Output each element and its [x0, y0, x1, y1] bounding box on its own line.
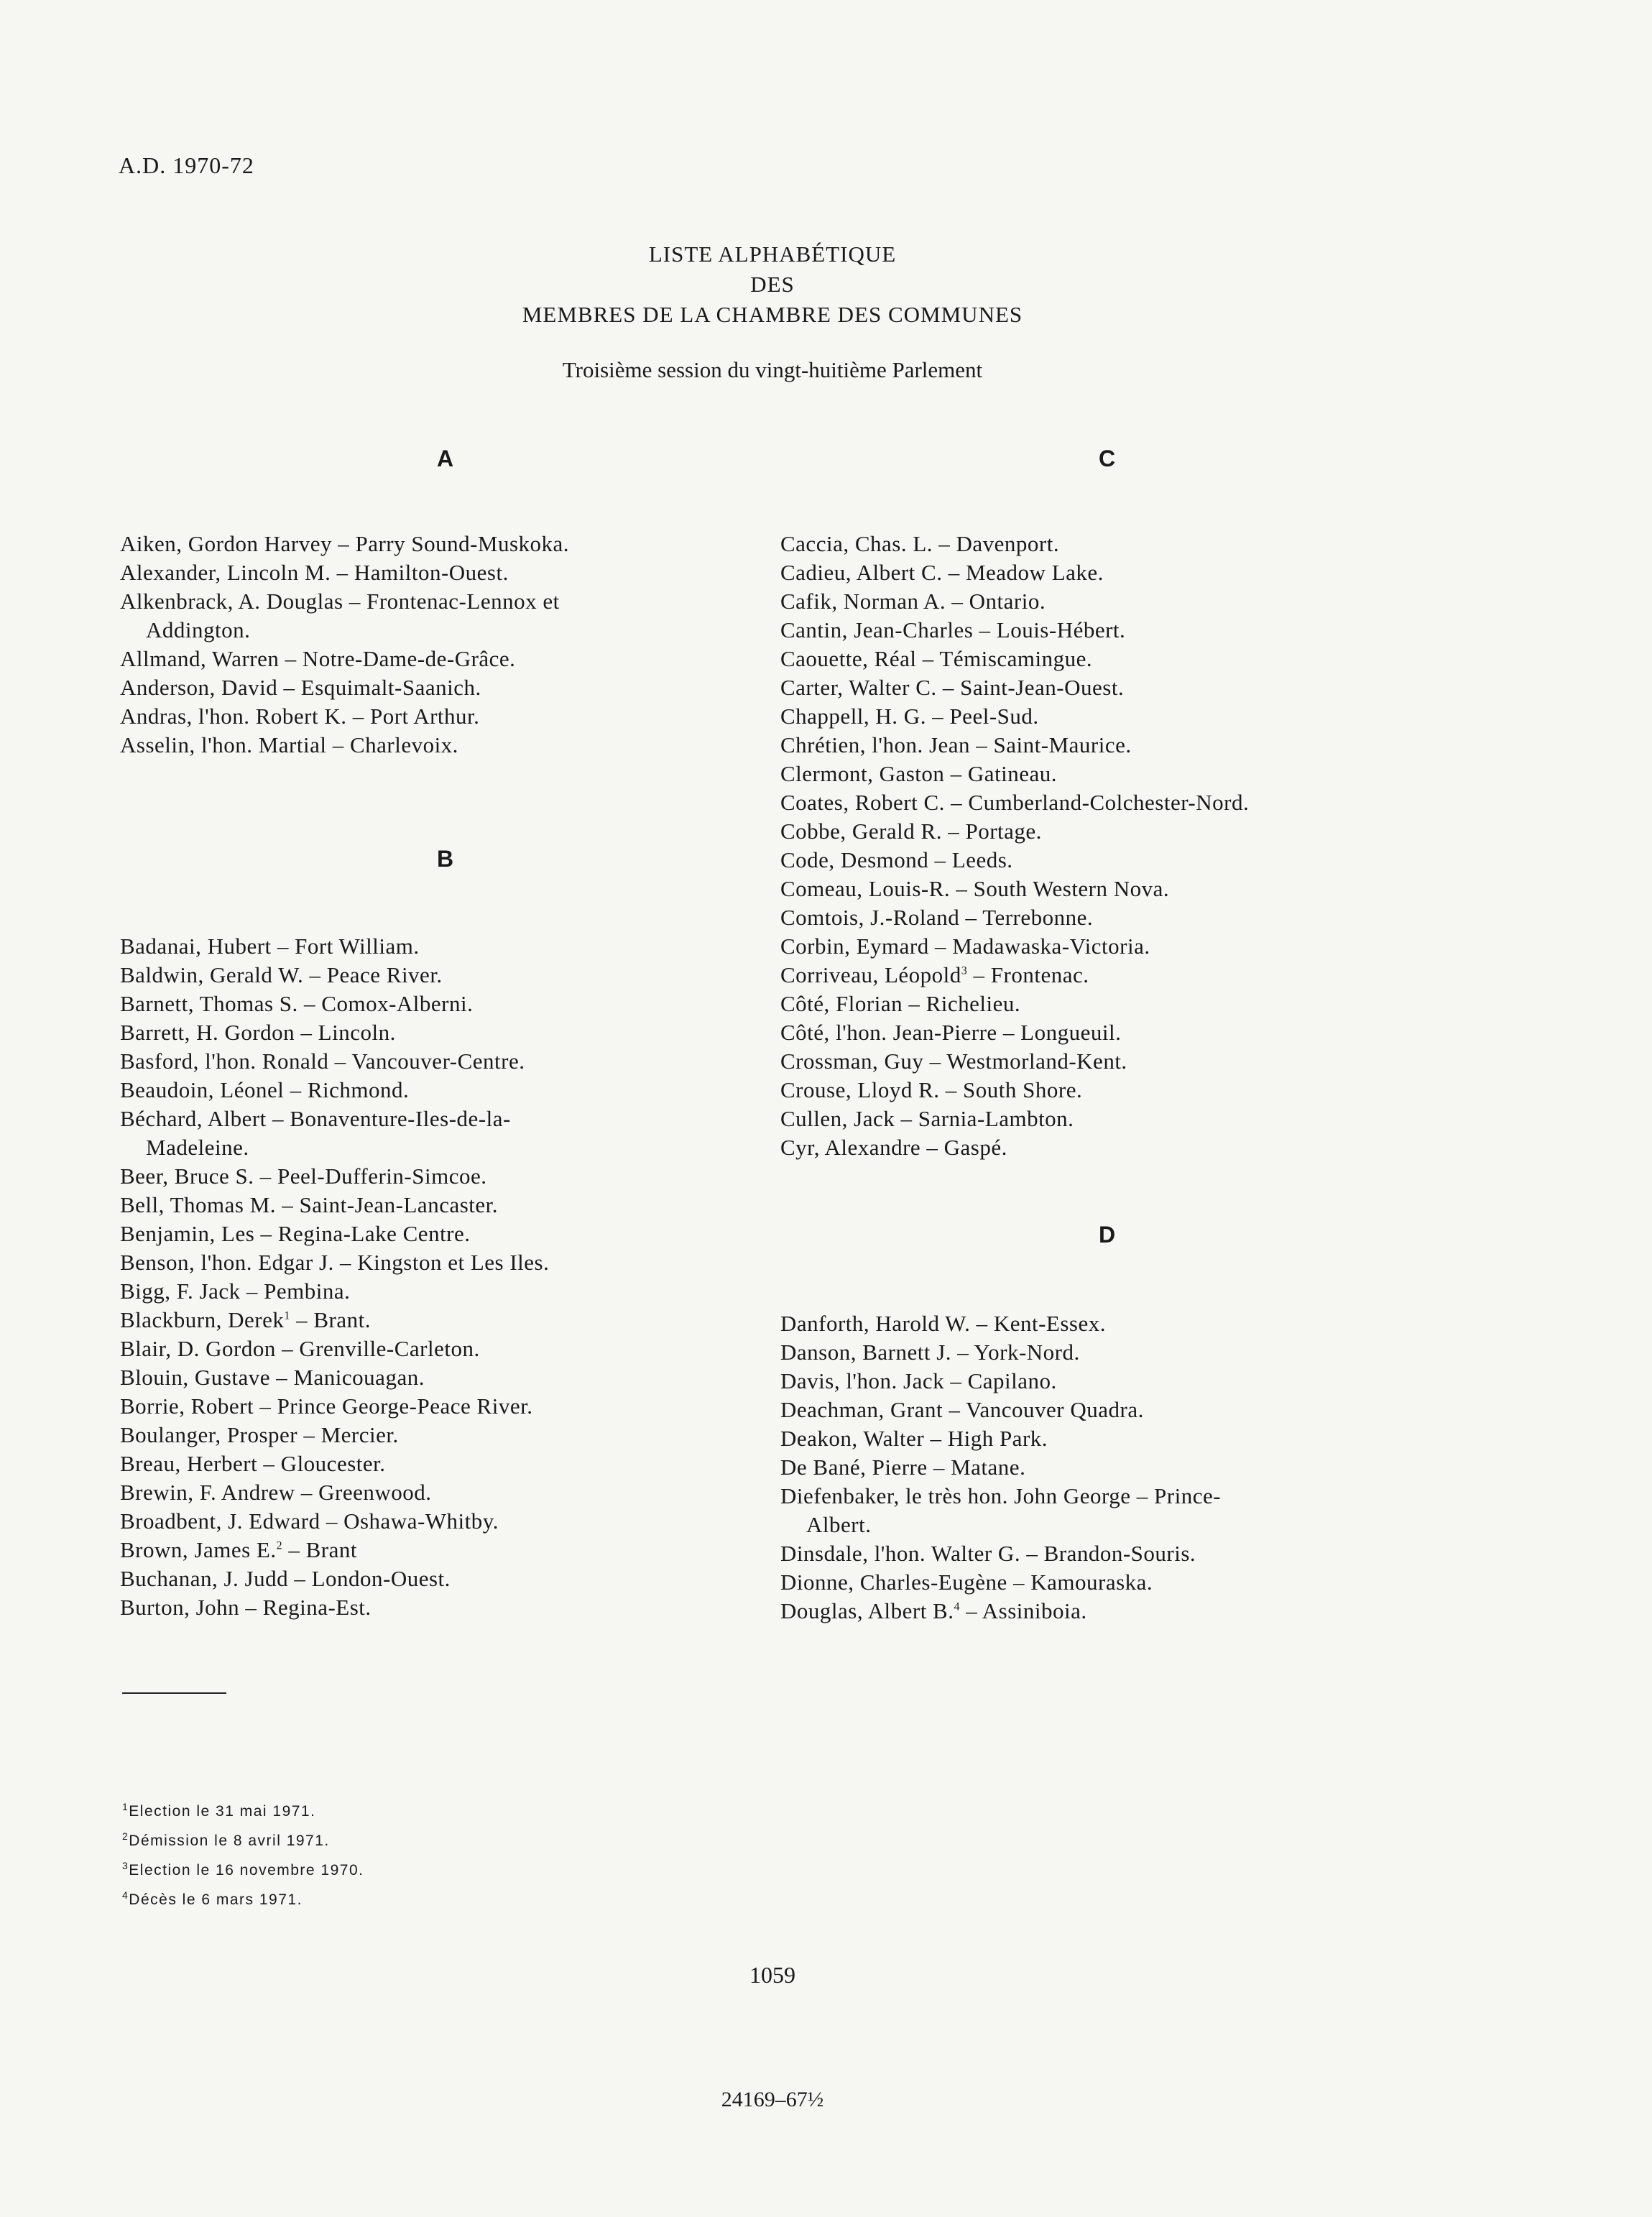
entry-text: Blackburn, Derek: [120, 1307, 285, 1332]
entry-continuation: Madeleine.: [146, 1135, 249, 1160]
list-item: Deakon, Walter – High Park.: [780, 1426, 1048, 1451]
list-item: Cadieu, Albert C. – Meadow Lake.: [780, 560, 1104, 585]
list-item: Caccia, Chas. L. – Davenport.: [780, 531, 1060, 556]
list-item: Boulanger, Prosper – Mercier.: [120, 1422, 399, 1447]
entry-text: Alkenbrack, A. Douglas – Frontenac-Lennox et: [120, 589, 560, 614]
list-item: Deachman, Grant – Vancouver Quadra.: [780, 1397, 1144, 1422]
footnote-marker: 1: [284, 1309, 290, 1322]
session-subtitle: Troisième session du vingt-huitième Parlement: [562, 357, 983, 382]
list-item: Cafik, Norman A. – Ontario.: [780, 589, 1046, 614]
list-item: Bell, Thomas M. – Saint-Jean-Lancaster.: [120, 1192, 499, 1217]
entry-riding: – Brant.: [290, 1307, 371, 1332]
list-item: Allmand, Warren – Notre-Dame-de-Grâce.: [120, 646, 516, 671]
footnote-marker: 4: [954, 1600, 960, 1613]
list-item: Anderson, David – Esquimalt-Saanich.: [120, 675, 481, 700]
list-item: Asselin, l'hon. Martial – Charlevoix.: [120, 732, 458, 757]
section-d-list: [780, 1309, 1221, 1626]
footnote-marker: 1: [122, 1801, 129, 1812]
list-item: Dinsdale, l'hon. Walter G. – Brandon-Souris.: [780, 1541, 1196, 1566]
title-block: [0, 239, 1545, 383]
list-item: Basford, l'hon. Ronald – Vancouver-Centre.: [120, 1048, 525, 1074]
page-number: 1059: [749, 1962, 795, 1988]
list-item: Cobbe, Gerald R. – Portage.: [780, 819, 1042, 844]
list-item: [780, 1597, 1221, 1626]
print-code: 24169–67½: [721, 2088, 824, 2111]
list-item: Dionne, Charles-Eugène – Kamouraska.: [780, 1570, 1153, 1595]
entry-riding: – Frontenac.: [967, 962, 1089, 987]
list-item: Comeau, Louis-R. – South Western Nova.: [780, 876, 1170, 901]
list-item: Beer, Bruce S. – Peel-Dufferin-Simcoe.: [120, 1163, 487, 1189]
footnote-marker: 2: [276, 1539, 283, 1552]
entry-text: Brown, James E.: [120, 1537, 277, 1562]
section-letter-c: C: [1099, 446, 1116, 471]
entry-text: Douglas, Albert B.: [780, 1598, 954, 1623]
list-item: De Bané, Pierre – Matane.: [780, 1455, 1026, 1480]
entry-text: Diefenbaker, le très hon. John George – Prince-: [780, 1483, 1222, 1508]
title-line: DES: [750, 272, 795, 297]
list-item: Coates, Robert C. – Cumberland-Colchester-Nord.: [780, 790, 1250, 815]
section-b-list: [120, 932, 549, 1622]
list-item: Broadbent, J. Edward – Oshawa-Whitby.: [120, 1508, 499, 1534]
footnote-marker: 3: [961, 964, 968, 977]
title-line: LISTE ALPHABÉTIQUE: [648, 241, 897, 267]
list-item: [120, 1306, 549, 1335]
list-item: Cyr, Alexandre – Gaspé.: [780, 1135, 1007, 1160]
list-item: Chappell, H. G. – Peel-Sud.: [780, 704, 1039, 729]
list-item: Cantin, Jean-Charles – Louis-Hébert.: [780, 617, 1126, 642]
list-item: Chrétien, l'hon. Jean – Saint-Maurice.: [780, 732, 1132, 757]
list-item: Comtois, J.-Roland – Terrebonne.: [780, 905, 1094, 930]
footnote: [122, 1856, 364, 1885]
list-item: Aiken, Gordon Harvey – Parry Sound-Muskoka.: [120, 531, 570, 556]
entry-riding: – Brant: [282, 1537, 357, 1562]
footnote-divider: [122, 1692, 226, 1694]
list-item: Crossman, Guy – Westmorland-Kent.: [780, 1048, 1127, 1074]
list-item: [780, 1482, 1221, 1539]
list-item: [780, 961, 1249, 990]
list-item: Barnett, Thomas S. – Comox-Alberni.: [120, 991, 474, 1016]
footnote: [122, 1797, 364, 1826]
entry-continuation: Addington.: [146, 617, 251, 642]
list-item: Danson, Barnett J. – York-Nord.: [780, 1340, 1080, 1365]
list-item: Buchanan, J. Judd – London-Ouest.: [120, 1566, 451, 1591]
list-item: Blouin, Gustave – Manicouagan.: [120, 1365, 425, 1390]
list-item: Crouse, Lloyd R. – South Shore.: [780, 1077, 1083, 1102]
list-item: Benjamin, Les – Regina-Lake Centre.: [120, 1221, 471, 1246]
footnote-text: Election le 16 novembre 1970.: [129, 1862, 364, 1879]
list-item: Blair, D. Gordon – Grenville-Carleton.: [120, 1336, 480, 1361]
list-item: Beaudoin, Léonel – Richmond.: [120, 1077, 410, 1102]
list-item: Côté, l'hon. Jean-Pierre – Longueuil.: [780, 1020, 1122, 1045]
list-item: Alexander, Lincoln M. – Hamilton-Ouest.: [120, 560, 509, 585]
list-item: [120, 587, 569, 645]
title-line: MEMBRES DE LA CHAMBRE DES COMMUNES: [522, 302, 1023, 327]
list-item: Danforth, Harold W. – Kent-Essex.: [780, 1311, 1106, 1336]
footnotes: [122, 1797, 364, 1914]
section-letter-d: D: [1099, 1222, 1116, 1248]
section-a-list: [120, 530, 569, 760]
list-item: Cullen, Jack – Sarnia-Lambton.: [780, 1106, 1074, 1131]
list-item: Caouette, Réal – Témiscamingue.: [780, 646, 1093, 671]
list-item: Baldwin, Gerald W. – Peace River.: [120, 962, 443, 987]
list-item: Brewin, F. Andrew – Greenwood.: [120, 1480, 432, 1505]
entry-text: Béchard, Albert – Bonaventure-Iles-de-la-: [120, 1106, 511, 1131]
entry-continuation: Albert.: [806, 1512, 872, 1537]
footnote-marker: 2: [122, 1830, 129, 1842]
footnote-marker: 4: [122, 1889, 129, 1901]
list-item: Andras, l'hon. Robert K. – Port Arthur.: [120, 704, 480, 729]
section-letter-a: A: [437, 446, 454, 471]
list-item: Burton, John – Regina-Est.: [120, 1595, 372, 1620]
section-c-list: [780, 530, 1249, 1162]
footnote-text: Décès le 6 mars 1971.: [129, 1891, 303, 1908]
footnote-text: Démission le 8 avril 1971.: [129, 1833, 330, 1849]
list-item: Code, Desmond – Leeds.: [780, 847, 1013, 872]
footnote: [122, 1885, 364, 1914]
list-item: Davis, l'hon. Jack – Capilano.: [780, 1368, 1057, 1393]
list-item: [120, 1105, 549, 1162]
list-item: Corbin, Eymard – Madawaska-Victoria.: [780, 934, 1150, 959]
list-item: Bigg, F. Jack – Pembina.: [120, 1278, 351, 1304]
list-item: Benson, l'hon. Edgar J. – Kingston et Les Iles.: [120, 1250, 550, 1275]
entry-text: Corriveau, Léopold: [780, 962, 961, 987]
entry-riding: – Assiniboia.: [960, 1598, 1087, 1623]
list-item: Borrie, Robert – Prince George-Peace River.: [120, 1393, 533, 1419]
section-letter-b: B: [437, 846, 454, 872]
running-header-year: A.D. 1970-72: [119, 152, 254, 178]
list-item: Badanai, Hubert – Fort William.: [120, 934, 420, 959]
list-item: Clermont, Gaston – Gatineau.: [780, 761, 1058, 786]
footnote: [122, 1826, 364, 1856]
list-item: Carter, Walter C. – Saint-Jean-Ouest.: [780, 675, 1125, 700]
list-item: Barrett, H. Gordon – Lincoln.: [120, 1020, 396, 1045]
footnote-text: Election le 31 mai 1971.: [129, 1803, 316, 1820]
list-item: Côté, Florian – Richelieu.: [780, 991, 1021, 1016]
list-item: Breau, Herbert – Gloucester.: [120, 1451, 386, 1476]
list-item: [120, 1536, 549, 1564]
footnote-marker: 3: [122, 1860, 129, 1871]
